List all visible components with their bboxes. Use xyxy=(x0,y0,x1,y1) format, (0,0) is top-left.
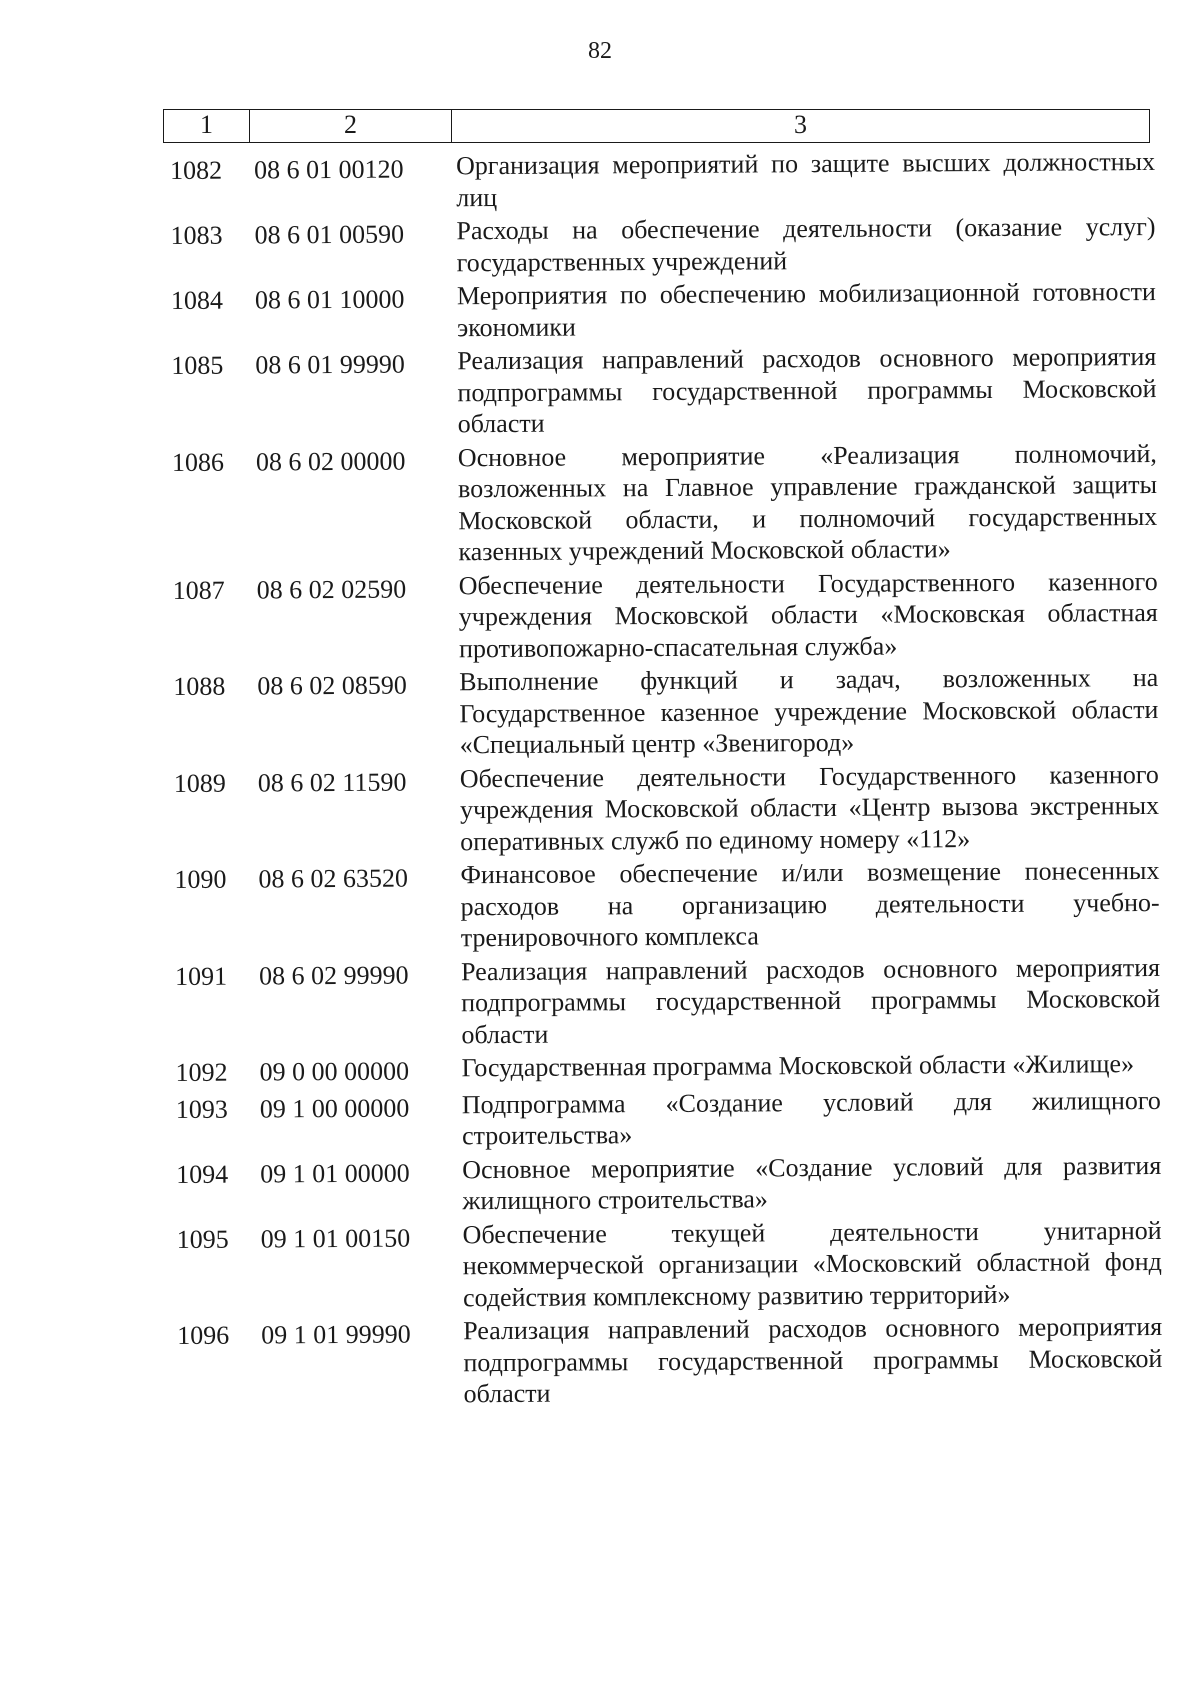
row-description: Обеспечение текущей деятельности унитарной некоммерческой организации «Московский областной фонд содействия комплексному развитию территорий» xyxy=(462,1215,1162,1312)
row-description: Основное мероприятие «Создание условий для развития жилищного строительства» xyxy=(462,1150,1162,1216)
table-row xyxy=(173,563,1159,666)
row-description: Обеспечение деятельности Государственного казенного учреждения Московской области «Московская областная противопожарно-спасательная служба» xyxy=(458,566,1158,663)
page-number: 82 xyxy=(588,38,612,64)
row-number: 1082 xyxy=(170,155,223,185)
row-code: 08 6 01 00120 xyxy=(254,154,404,185)
table-row xyxy=(176,1082,1161,1153)
row-number: 1090 xyxy=(174,864,227,894)
row-number: 1093 xyxy=(175,1094,228,1124)
row-description: Подпрограмма «Создание условий для жилищного строительства» xyxy=(461,1085,1161,1151)
row-description: Организация мероприятий по защите высших должностных лиц xyxy=(456,146,1156,212)
row-number: 1095 xyxy=(176,1224,229,1254)
table-row xyxy=(172,435,1158,569)
row-description: Выполнение функций и задач, возложенных на Государственное казенное учреждение Московской области «Специальный центр «Звенигород» xyxy=(459,662,1159,760)
row-code: 09 1 00 00000 xyxy=(259,1093,410,1123)
table-row xyxy=(175,949,1161,1052)
row-number: 1088 xyxy=(173,671,226,701)
row-code: 09 1 01 99990 xyxy=(261,1319,411,1350)
row-number: 1083 xyxy=(170,220,223,250)
row-code: 09 1 01 00000 xyxy=(260,1158,410,1188)
row-number: 1084 xyxy=(170,285,224,315)
row-description: Реализация направлений расходов основного мероприятия подпрограммы государственной программы Московской области xyxy=(457,341,1157,439)
row-description: Реализация направлений расходов основного мероприятия подпрограммы государственной программы Московской области xyxy=(460,952,1161,1049)
row-code: 08 6 02 00000 xyxy=(255,446,406,476)
row-description: Мероприятия по обеспечению мобилизационной готовности экономики xyxy=(456,276,1156,342)
header-col-1: 1 xyxy=(164,110,250,142)
row-description: Государственная программа Московской области «Жилище» xyxy=(461,1049,1135,1083)
row-description: Расходы на обеспечение деятельности (оказание услуг) государственных учреждений xyxy=(456,211,1156,277)
row-code: 08 6 02 99990 xyxy=(258,960,409,990)
row-code: 08 6 01 10000 xyxy=(254,284,405,315)
row-description: Финансовое обеспечение и/или возмещение понесенных расходов на организацию деятельности учебно-тренировочного комплекса xyxy=(460,855,1160,953)
row-description: Основное мероприятие «Реализация полномочий, возложенных на Главное управление гражданской защиты Московской области, и полномочий государственных казенных учреждений Московской области» xyxy=(457,438,1158,567)
row-number: 1086 xyxy=(171,447,224,477)
row-code: 08 6 02 11590 xyxy=(257,767,407,797)
table-row xyxy=(170,144,1155,215)
table-row xyxy=(174,756,1160,859)
row-number: 1096 xyxy=(177,1320,230,1350)
table-row xyxy=(173,660,1159,763)
table-row xyxy=(171,339,1157,442)
row-number: 1094 xyxy=(176,1159,229,1189)
row-code: 08 6 02 02590 xyxy=(256,574,407,604)
row-number: 1085 xyxy=(171,350,224,380)
row-code: 08 6 01 99990 xyxy=(255,349,405,380)
row-code: 08 6 02 08590 xyxy=(257,670,407,701)
row-code: 09 0 00 00000 xyxy=(259,1056,410,1087)
table-row xyxy=(170,209,1155,280)
table-row xyxy=(177,1309,1163,1412)
row-code: 08 6 01 00590 xyxy=(254,219,405,250)
table-row xyxy=(176,1046,1161,1089)
table-row xyxy=(176,1147,1161,1218)
table-row xyxy=(174,853,1160,956)
table-row xyxy=(171,274,1156,345)
table-body xyxy=(170,144,1163,1411)
row-code: 09 1 01 00150 xyxy=(260,1223,411,1253)
row-description: Реализация направлений расходов основного мероприятия подпрограммы государственной программы Московской области xyxy=(463,1311,1163,1409)
row-number: 1089 xyxy=(173,768,226,798)
header-col-3: 3 xyxy=(794,110,807,139)
row-number: 1091 xyxy=(174,961,228,991)
row-number: 1087 xyxy=(172,575,225,605)
row-number: 1092 xyxy=(175,1057,228,1087)
row-code: 08 6 02 63520 xyxy=(258,863,409,894)
row-description: Обеспечение деятельности Государственного казенного учреждения Московской области «Центр вызова экстренных оперативных служб по единому номеру «112» xyxy=(459,759,1160,856)
table-row xyxy=(177,1212,1163,1315)
header-col-2: 2 xyxy=(250,110,452,142)
table-header xyxy=(163,109,1150,143)
